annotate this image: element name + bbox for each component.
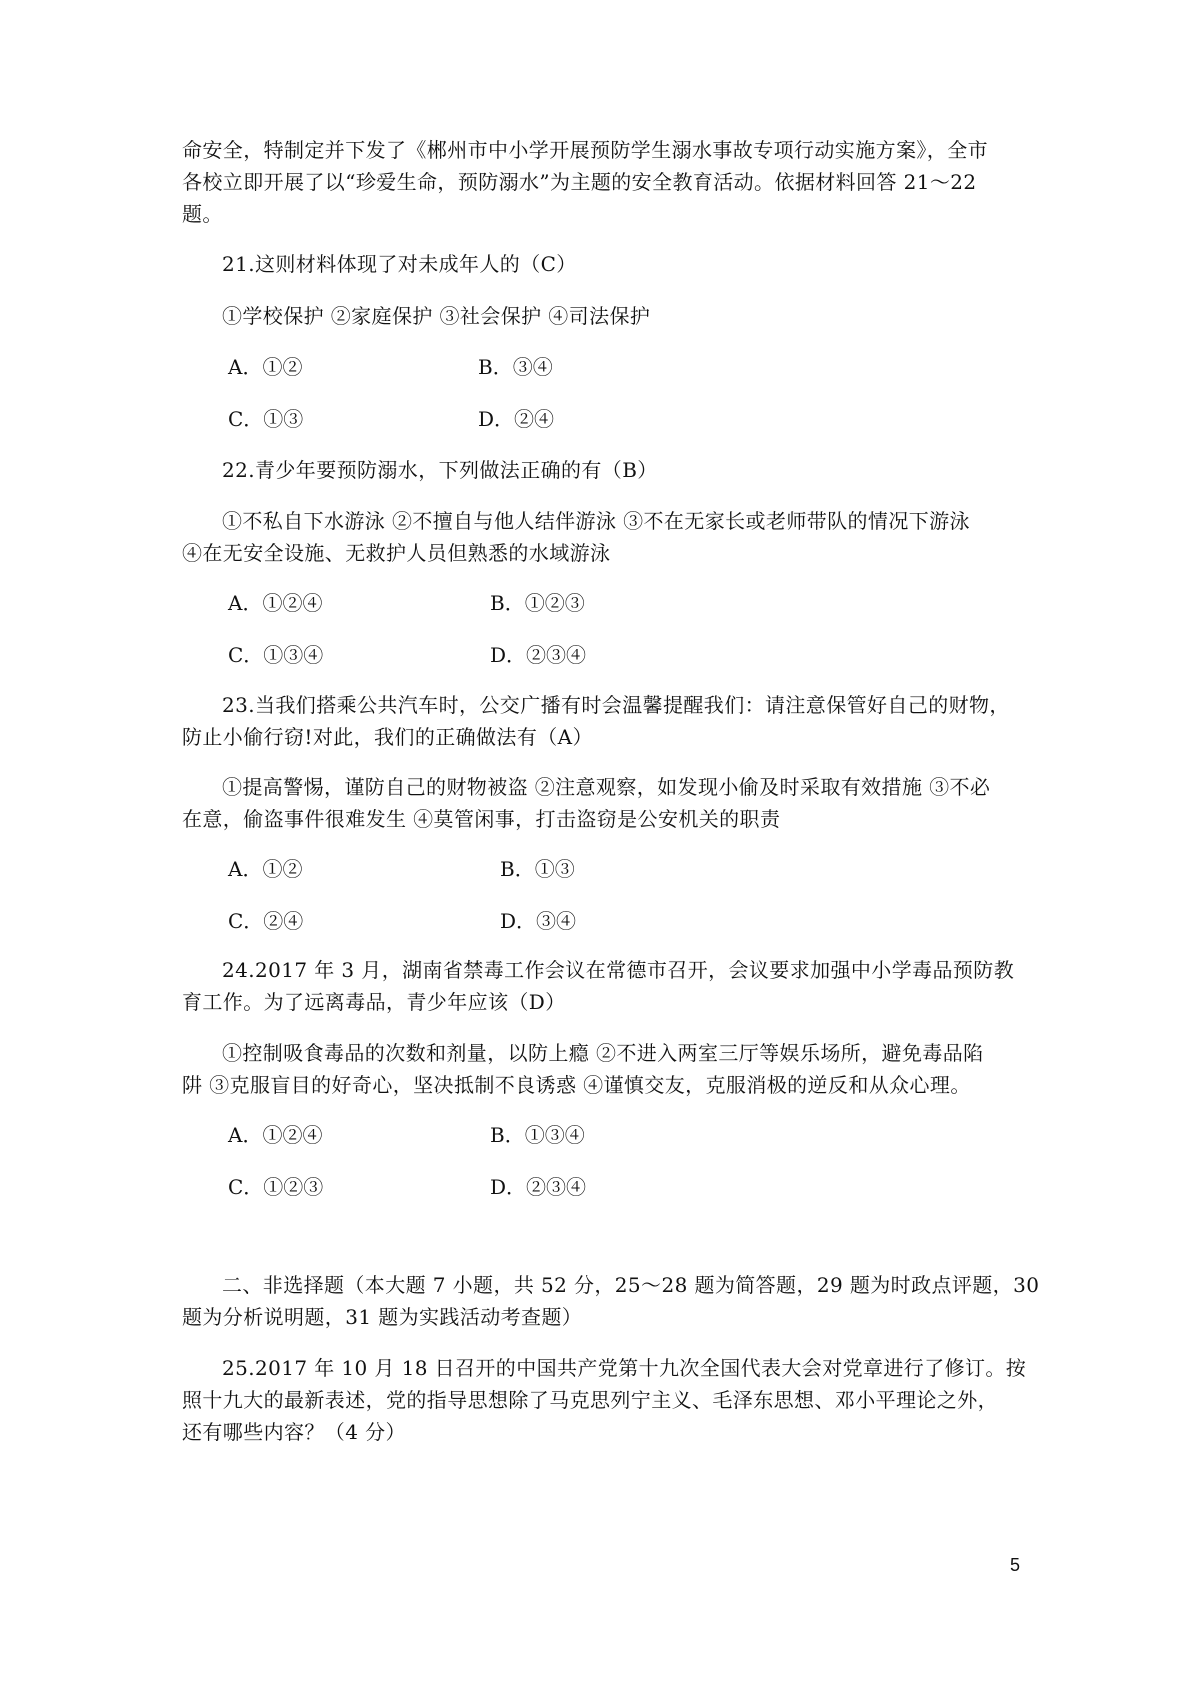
q25-line-1: 25.2017 年 10 月 18 日召开的中国共产党第十九次全国代表大会对党章进行了修订。按 (222, 1356, 1027, 1380)
q21-option-d: D．②④ (478, 407, 555, 431)
q23-stem-line-1: 23.当我们搭乘公共汽车时，公交广播有时会温馨提醒我们：请注意保管好自己的财物， (222, 693, 1010, 717)
q24-option-d: D．②③④ (490, 1175, 587, 1199)
q21-stem: 21.这则材料体现了对未成年人的（C） (222, 252, 577, 276)
q22-option-a: A．①②④ (228, 591, 323, 615)
q24-statements-line-1: ①控制吸食毒品的次数和剂量，以防上瘾 ②不进入两室三厅等娱乐场所，避免毒品陷 (222, 1041, 984, 1065)
q23-option-d: D．③④ (500, 909, 577, 933)
q24-option-c: C．①②③ (228, 1175, 324, 1199)
q22-statements-line-2: ④在无安全设施、无救护人员但熟悉的水域游泳 (182, 541, 611, 565)
page-number: 5 (1010, 1555, 1021, 1575)
q23-statements-line-1: ①提高警惕，谨防自己的财物被盗 ②注意观察，如发现小偷及时采取有效措施 ③不必 (222, 775, 991, 799)
q21-option-a: A．①② (228, 355, 303, 379)
q24-option-a: A．①②④ (228, 1123, 323, 1147)
intro-line-1: 命安全，特制定并下发了《郴州市中小学开展预防学生溺水事故专项行动实施方案》，全市 (182, 138, 988, 162)
q23-statements-line-2: 在意，偷盗事件很难发生 ④莫管闲事，打击盗窃是公安机关的职责 (182, 807, 781, 831)
q25-line-3: 还有哪些内容？（4 分） (182, 1420, 406, 1444)
q22-option-c: C．①③④ (228, 643, 324, 667)
q23-option-c: C．②④ (228, 909, 304, 933)
q21-statements: ①学校保护 ②家庭保护 ③社会保护 ④司法保护 (222, 304, 651, 328)
q24-stem-line-2: 育工作。为了远离毒品，青少年应该（D） (182, 990, 566, 1014)
q22-option-b: B．①②③ (490, 591, 585, 615)
q22-stem: 22.青少年要预防溺水，下列做法正确的有（B） (222, 458, 658, 482)
section-2-heading-line-2: 题为分析说明题，31 题为实践活动考查题） (182, 1305, 583, 1329)
q25-line-2: 照十九大的最新表述，党的指导思想除了马克思列宁主义、毛泽东思想、邓小平理论之外， (182, 1388, 998, 1412)
q21-option-c: C．①③ (228, 407, 304, 431)
section-2-heading-line-1: 二、非选择题（本大题 7 小题，共 52 分，25～28 题为简答题，29 题为时政点评题，30 (222, 1273, 1040, 1297)
intro-line-2: 各校立即开展了以“珍爱生命，预防溺水”为主题的安全教育活动。依据材料回答 21～22 (182, 170, 977, 194)
q23-stem-line-2: 防止小偷行窃!对此，我们的正确做法有（A） (182, 725, 593, 749)
intro-line-3: 题。 (182, 202, 223, 226)
q24-statements-line-2: 阱 ③克服盲目的好奇心，坚决抵制不良诱惑 ④谨慎交友，克服消极的逆反和从众心理。 (182, 1073, 971, 1097)
q23-option-a: A．①② (228, 857, 303, 881)
q22-statements-line-1: ①不私自下水游泳 ②不擅自与他人结伴游泳 ③不在无家长或老师带队的情况下游泳 (222, 509, 970, 533)
q24-option-b: B．①③④ (490, 1123, 585, 1147)
q22-option-d: D．②③④ (490, 643, 587, 667)
q23-option-b: B．①③ (500, 857, 575, 881)
q24-stem-line-1: 24.2017 年 3 月，湖南省禁毒工作会议在常德市召开，会议要求加强中小学毒品预防教 (222, 958, 1015, 982)
q21-option-b: B．③④ (478, 355, 553, 379)
